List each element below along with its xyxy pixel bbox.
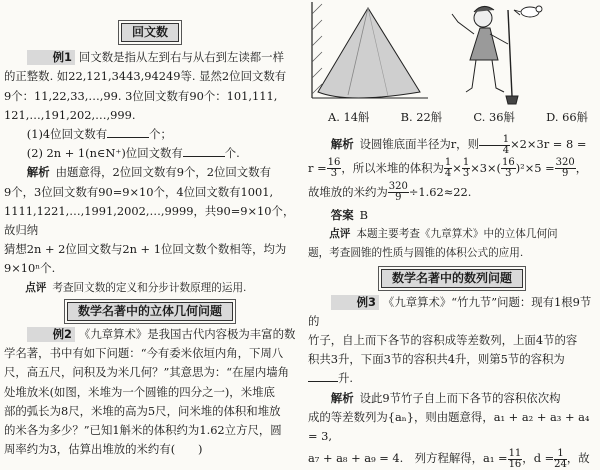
example-1-line: 例1 回文数是指从左到右与从右到左读都一样 xyxy=(4,48,296,67)
rice-pile-cone-figure xyxy=(308,0,596,108)
example-2-label: 例2 xyxy=(27,327,75,342)
answer-blank xyxy=(183,144,225,157)
example-2-line: 尺，高五尺，问积及为米几何？”其意思为：“在屋内墙角 xyxy=(4,365,290,380)
fraction: $\frac{16}{3}$ xyxy=(501,157,515,180)
example-2-line: 的米各为多少？”已知1斛米的体积约为1.62立方尺，圆 xyxy=(4,423,282,438)
answer-choices xyxy=(308,108,596,127)
example-2-line: 部的弧长为8尺，米堆的高为5尺，问米堆的体积和堆放 xyxy=(4,403,281,418)
example-3-line: 积共3升，下面3节的容积共4升，则第5节的容积为 xyxy=(308,352,565,367)
example-3-line: 竹子，自上而下各节的容积成等差数列，上面4节的容 xyxy=(308,332,578,347)
comment-2-line: 点评 本题主要考查《九章算术》中的立体几何问 xyxy=(329,227,558,240)
left-column xyxy=(4,0,296,459)
fraction: $\frac{11}{16}$ xyxy=(508,447,522,470)
section-title-geometry-wrap xyxy=(4,302,296,321)
solution-2-line: 故堆放的米约为 $\frac{320}{9}$ ÷1.62≈22. xyxy=(308,181,472,204)
choice-d: D. 66斛 xyxy=(546,110,588,124)
solution-1-line: 1111,1221,…,1991,2002,…,9999，共90=9×10个，故归纳 xyxy=(4,203,295,238)
example-2-line: 学名著，书中有如下问题：“今有委米依垣内角，下周八 xyxy=(4,346,284,361)
choice-b: B. 22斛 xyxy=(400,110,443,124)
section-title-geometry: 数学名著中的立体几何问题 xyxy=(67,302,233,321)
example-1-label: 例1 xyxy=(27,50,75,65)
section-title-sequence: 数学名著中的数列问题 xyxy=(381,269,523,288)
fraction: $\frac{1}{4}$ xyxy=(444,157,452,180)
solution-3-line: a₇ + a₈ + a₉ = 4. 列方程解得，a₁ = $\frac{11}{16}$ ，d = $\frac{1}{24}$ ，故 xyxy=(308,447,590,470)
bird-figure xyxy=(514,6,542,17)
example-2-line: 周率约为3，估算出堆放的米约有( ) xyxy=(4,442,203,457)
solution-1-line: 9个，3位回文数有90=9×10个，4位回文数有1001, xyxy=(4,184,274,199)
solution-1-line: 9×10ⁿ个. xyxy=(4,261,56,276)
example-1-line: 121,…,191,202,…,999. xyxy=(4,107,136,122)
solution-3-line: 解析 设此9节竹子自上而下各节的容积依次构 xyxy=(330,390,561,405)
farmer-figure xyxy=(452,6,518,104)
comment-label: 点评 xyxy=(329,227,351,240)
solution-label: 解析 xyxy=(26,165,50,180)
fraction: $\frac{1}{24}$ xyxy=(554,447,567,470)
question-2: (2) 2n + 1(n∈N⁺)位回文数有 个. xyxy=(26,146,240,161)
question-1: (1)4位回文数有 个； xyxy=(26,127,172,142)
choice-a: A. 14斛 xyxy=(328,110,370,124)
section-title-palindrome: 回文数 xyxy=(121,23,179,42)
fraction: $\frac{16}{3}$ xyxy=(327,157,341,180)
answer-blank xyxy=(308,369,338,382)
answer-label: 答案 xyxy=(330,207,354,222)
fraction: $\frac{1}{3}$ xyxy=(462,157,470,180)
fraction: $\frac{320}{9}$ xyxy=(555,157,575,180)
example-2-line: 例2 《九章算术》是我国古代内容极为丰富的数 xyxy=(4,325,296,344)
example-2-line: 处堆放米(如图，米堆为一个圆锥的四分之一)，米堆底 xyxy=(4,384,275,399)
answer-value: B xyxy=(359,207,368,222)
choice-c: C. 36斛 xyxy=(473,110,515,124)
example-3-line: 升. xyxy=(308,369,596,388)
solution-label: 解析 xyxy=(330,137,354,152)
solution-1-line: 猜想2n + 2位回文数与2n + 1位回文数个数相等，均为 xyxy=(4,242,287,257)
example-3-line: 例3 《九章算术》“竹九节”问题：现有1根9节的 xyxy=(308,294,592,328)
answer-line xyxy=(308,206,596,225)
example-1-line: 9个：11,22,33,…,99. 3位回文数有90个：101,111, xyxy=(4,88,278,103)
solution-2-line: r = $\frac{16}{3}$ ，所以米堆的体积为 $\frac{1}{4}$ × $\frac{1}{3}$ ×3×( $\frac{16}{3}$ )²×5 = $\frac{320}{9}$ ， xyxy=(308,157,588,180)
solution-2-line: 解析 设圆锥底面半径为r，则 $\frac{1}{4}$ ×2×3r = 8 = xyxy=(330,133,587,156)
comment-1: 点评 考查回文数的定义和分步计数原理的运用. xyxy=(25,281,247,294)
answer-blank xyxy=(107,125,149,138)
comment-2-line: 题，考查圆锥的性质与圆锥的体积公式的应用. xyxy=(308,247,524,260)
section-title-palindrome-wrap xyxy=(4,23,296,42)
section-title-sequence-wrap xyxy=(308,269,596,288)
comment-label: 点评 xyxy=(25,281,47,294)
example-1-line: 的正整数. 如22,121,3443,94249等. 显然2位回文数有 xyxy=(4,69,287,84)
example-3-label: 例3 xyxy=(331,295,379,310)
right-column xyxy=(308,0,596,470)
solution-3-line: 成的等差数列为{aₙ}，则由题意得，a₁ + a₂ + a₃ + a₄ = 3, xyxy=(308,409,590,443)
solution-1-line: 解析 由题意得，2位回文数有9个，2位回文数有 xyxy=(26,165,271,180)
fraction: $\frac{1}{4}$ xyxy=(479,135,510,156)
fraction: $\frac{320}{9}$ xyxy=(388,181,408,204)
rice-pile-illustration xyxy=(308,0,596,108)
solution-label: 解析 xyxy=(330,390,354,405)
